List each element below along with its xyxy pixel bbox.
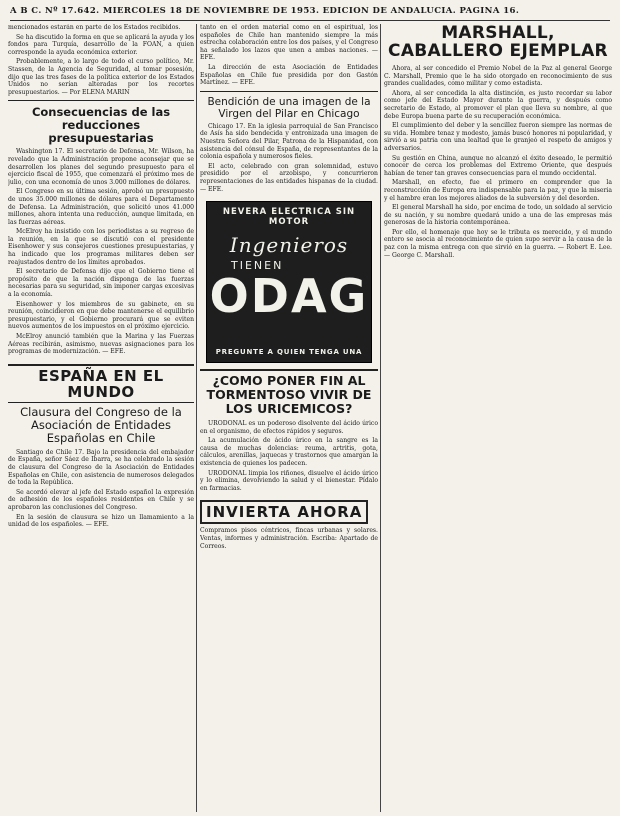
article-paragraph: Se acordó elevar al jefe del Estado español la expresión de adhesión de los españoles residentes en Chile y se aprobaron las conclusiones del Congreso.: [8, 488, 194, 511]
ad-odag-tienen: TIENEN: [231, 259, 284, 273]
separator-rule: [200, 91, 378, 92]
article-paragraph: El cumplimiento del deber y la sencillez fueron siempre las normas de su vida. Hombre tenaz y modesto, jamás buscó honores ni popularidad, y sirvió a su patria con una lealtad que le granjeó el respeto de amigos y adversarios.: [384, 122, 612, 152]
article-paragraph: El Congreso en su última sesión, aprobó un presupuesto de unos 35.000 millones de dólares para el Departamento de Defensa. La Administración, que solicitó unos 41.000 millones, ahora intenta una reducción, aunque limitada, en las fuerzas aéreas.: [8, 188, 194, 226]
article-paragraph: Chicago 17. En la iglesia parroquial de San Francisco de Asís ha sido bendecida y entronizada una imagen de Nuestra Señora del Pilar, Patrona de la Hispanidad, con asistencia del cónsul de España, de representantes de la colonia española y numerosos fieles.: [200, 122, 378, 161]
section-title-espana: ESPAÑA EN EL MUNDO: [8, 364, 194, 403]
article-paragraph: La dirección de esta Asociación de Entidades Españolas en Chile fue presidida por don Gastón Martínez. — EFE.: [200, 63, 378, 87]
column-middle: [200, 24, 378, 812]
separator-rule: [8, 100, 194, 101]
advertisement-odag: [206, 201, 372, 363]
article-paragraph: Su gestión en China, aunque no alcanzó el éxito deseado, le permitió conocer de cerca los problemas del Extremo Oriente, que después habían de tener tan graves consecuencias para el mundo occidental.: [384, 154, 612, 177]
article-paragraph: En la sesión de clausura se hizo un llamamiento a la unidad de los españoles. — EFE.: [8, 513, 194, 529]
article-paragraph: Se ha discutido la forma en que se aplicará la ayuda y los fondos para Turquía, desarrollo de la FOAN, a quien corresponde la ayuda económica exterior.: [8, 33, 194, 56]
article-paragraph: El acto, celebrado con gran solemnidad, estuvo presidido por el arzobispo, y concurrieron representaciones de las entidades hispanas de la ciudad. — EFE.: [200, 162, 378, 193]
headline-consecuencias: Consecuencias de las reducciones presupuestarias: [31, 105, 171, 146]
article-paragraph: Eisenhower y los miembros de su gabinete, en su reunión, coincidieron en que debe mantenerse el equilibrio presupuestario, y el Gobierno procurará que se eviten nuevos aumentos de los impuestos en el próximo ejercicio.: [8, 300, 194, 331]
page-header: A B C. Nº 17.642. MIERCOLES 18 DE NOVIEMBRE DE 1953. EDICION DE ANDALUCIA. PAGINA 16.: [10, 6, 610, 21]
article-paragraph: Compramos pisos céntricos, fincas urbanas y solares. Ventas, informes y administración. Escriba: Apartado de Correos.: [200, 527, 378, 550]
headline-clausura: Clausura del Congreso de la Asociación de Entidades Españolas en Chile: [20, 404, 182, 445]
column-right: [384, 24, 612, 812]
advertisement-invierta: INVIERTA AHORA: [200, 500, 368, 524]
article-paragraph: La acumulación de ácido úrico en la sangre es la causa de muchas dolencias: reuma, artritis, gota, cálculos, arenillas, jaquecas y trastornos que amargan la existencia de quienes los padecen.: [200, 437, 378, 468]
ad-odag-tagline: NEVERA ELECTRICA SIN MOTOR: [222, 207, 356, 228]
article-paragraph: URODONAL es un poderoso disolvente del ácido úrico en el organismo, de efectos rápidos y seguros.: [200, 420, 378, 435]
article-paragraph: McElroy anunció también que la Marina y las Fuerzas Aéreas recibirán, asimismo, nuevas asignaciones para los programas de modernización. — EFE.: [8, 333, 194, 356]
article-paragraph: McElroy ha insistido con los periodistas a su regreso de la reunión, en la que se discutió con el presidente Eisenhower y sus consejeros cuestiones presupuestarias, y ha indicado que los programas militares deben ser reajustados dentro de los límites aprobados.: [8, 228, 194, 266]
headline-uricemicos: ¿COMO PONER FIN AL TORMENTOSO VIVIR DE LOS URICEMICOS?: [200, 369, 378, 416]
headline-bendicion: Bendición de una imagen de la Virgen del Pilar en Chicago: [207, 95, 371, 120]
ad-odag-brand: ODAG: [209, 269, 369, 324]
article-paragraph: Ahora, al ser concedida la alta distinción, es justo recordar su labor como jefe del Estado Mayor durante la guerra, y después como secretario de Estado, al promover el plan que lleva su nombre, al que debe Europa buena parte de su recuperación económica.: [384, 89, 612, 120]
column-divider: [380, 24, 381, 812]
article-paragraph: Ahora, al ser concedido el Premio Nobel de la Paz al general George C. Marshall, Premio que le ha sido otorgado en reconocimiento de sus grandes cualidades, como militar y como estadista.: [384, 65, 612, 88]
article-paragraph: Por ello, el homenaje que hoy se le tributa es merecido, y el mundo entero se asocia al reconocimiento de quien supo servir a la causa de la paz con la misma entrega con que sirvió en la guerra. — Robert E. Lee. — George C. Marshall.: [384, 228, 612, 259]
article-paragraph: tanto en el orden material como en el espiritual, los españoles de Chile han mantenido siempre la más estrecha colaboración entre los dos países, y el Congreso ha señalado los lazos que unen a ambas naciones. — EFE.: [200, 24, 378, 62]
article-paragraph: URODONAL limpia los riñones, disuelve el ácido úrico y lo elimina, devolviendo la salud y el bienestar. Pídalo en farmacias.: [200, 469, 378, 492]
headline-marshall: MARSHALL, CABALLERO EJEMPLAR: [388, 24, 608, 61]
article-paragraph: Marshall, en efecto, fue el primero en comprender que la reconstrucción de Europa era indispensable para la paz, y que la miseria y el hambre eran los mejores aliados de la subversión y del desorden.: [384, 179, 612, 202]
column-left: [8, 24, 194, 812]
article-paragraph: Probablemente, a lo largo de todo el curso político, Mr. Stassen, de la Agencia de Seguridad, al tomar posesión, dijo que las tres fases de la política exterior de los Estados Unidos no serían alteradas por los recortes presupuestarios. — Por ELENA MARIN: [8, 58, 194, 96]
article-paragraph: mencionados estarán en parte de los Estados recibidos.: [8, 24, 181, 31]
ad-odag-slogan: PREGUNTE A QUIEN TENGA UNA: [215, 348, 363, 357]
article-paragraph: Santiago de Chile 17. Bajo la presidencia del embajador de España, señor Sáez de Ibarra, se ha celebrado la sesión de clausura del Congreso de la Asociación de Entidades Españolas en Chile, con asistencia de numerosos delegados de toda la República.: [8, 448, 194, 487]
article-paragraph: El general Marshall ha sido, por encima de todo, un soldado al servicio de su nación, y su nombre quedará unido a una de las empresas más generosas de la historia contemporánea.: [384, 204, 612, 227]
ad-odag-ingenieros: Ingenieros: [229, 233, 349, 258]
column-divider: [196, 24, 197, 812]
article-paragraph: Washington 17. El secretario de Defensa, Mr. Wilson, ha revelado que la Administración propone aconsejar que se desarrollen los planes del segundo presupuesto para el ejercicio fiscal de 1955, que comenzará el próximo mes de julio, con una economía de unos 3.000 millones de dólares.: [8, 148, 194, 186]
article-paragraph: El secretario de Defensa dijo que el Gobierno tiene el propósito de que la nación disponga de las fuerzas necesarias para su seguridad, sin imponer cargas excesivas a la economía.: [8, 268, 194, 299]
